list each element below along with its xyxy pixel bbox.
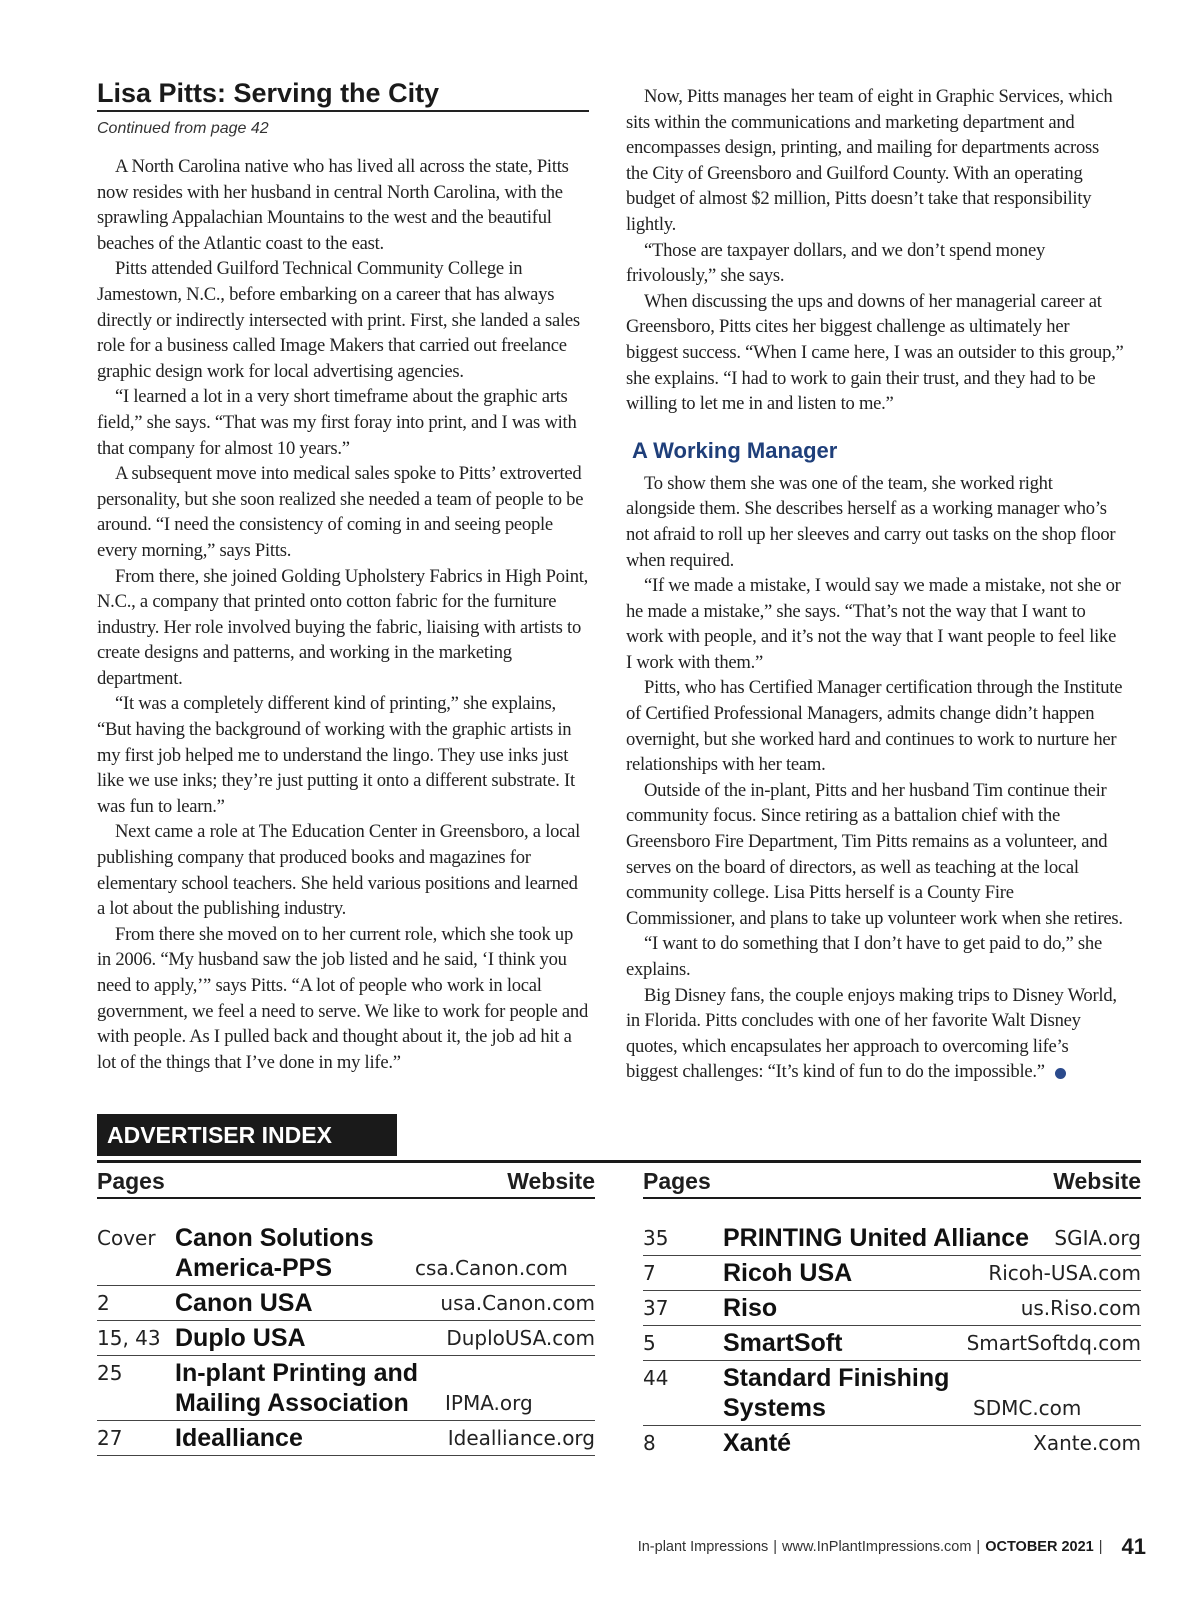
page-ref: 27 bbox=[97, 1426, 123, 1450]
closing-paragraph-text: Big Disney fans, the couple enjoys making trips to Disney World, in Florida. Pitts concludes with one of her favorite Walt Disney quotes, which encapsulates her approach to overcoming life’s biggest challenges: “It’s kind of fun to do the impossible.” bbox=[626, 984, 1117, 1083]
paragraph: “If we made a mistake, I would say we made a mistake, not she or he made a mistake,” she says. “That’s not the way that I want to work with people, and it’s not the way that I want people to feel like I work with them.” bbox=[626, 575, 1121, 673]
table-header bbox=[97, 1163, 595, 1199]
table-row bbox=[97, 1286, 595, 1321]
separator: | bbox=[1098, 1539, 1103, 1555]
table-row bbox=[643, 1426, 1141, 1460]
paragraph: From there, she joined Golding Upholstery Fabrics in High Point, N.C., a company that printed onto cotton fabric for the furniture industry. Her role involved buying the fabric, liaising with artists to create designs and patterns, and working in the marketing department. bbox=[97, 565, 589, 689]
page-ref: Cover bbox=[97, 1226, 156, 1250]
advertiser-website[interactable]: IPMA.org bbox=[445, 1391, 533, 1415]
page-ref: 8 bbox=[643, 1431, 656, 1455]
page-ref: 37 bbox=[643, 1296, 669, 1320]
advertiser-name: Idealliance bbox=[175, 1424, 303, 1452]
table-header bbox=[643, 1163, 1141, 1199]
page-ref: 44 bbox=[643, 1366, 669, 1390]
pages-header: Pages bbox=[643, 1168, 711, 1194]
advertiser-table-left bbox=[97, 1163, 595, 1456]
separator: | bbox=[976, 1539, 981, 1555]
paragraph: “I want to do something that I don’t have to get paid to do,” she explains. bbox=[626, 933, 1102, 980]
paragraph: A North Carolina native who has lived all across the state, Pitts now resides with her husband in central North Carolina, with the sprawling Appalachian Mountains to the west and the beautiful beaches of the Atlantic coast to the east. bbox=[97, 156, 569, 254]
issue-date: OCTOBER 2021 bbox=[985, 1539, 1094, 1555]
left-body bbox=[97, 154, 589, 1075]
table-row bbox=[643, 1326, 1141, 1361]
website-header: Website bbox=[1053, 1168, 1141, 1194]
separator: | bbox=[773, 1539, 778, 1555]
advertiser-name: Ricoh USA bbox=[723, 1259, 853, 1287]
table-row bbox=[643, 1256, 1141, 1291]
paragraph: “Those are taxpayer dollars, and we don’t spend money frivolously,” she says. bbox=[626, 239, 1046, 287]
page-ref: 35 bbox=[643, 1226, 669, 1250]
table-row bbox=[643, 1221, 1141, 1256]
advertiser-name: Xanté bbox=[723, 1429, 792, 1457]
table-row bbox=[643, 1291, 1141, 1326]
paragraph: Pitts attended Guilford Technical Community College in Jamestown, N.C., before embarking on a career that has always directly or indirectly intersected with print. First, she landed a sales role for a business called Image Makers that carried out freelance graphic design work for local advertising agencies. bbox=[97, 258, 580, 382]
table-row bbox=[97, 1221, 595, 1286]
paragraph: “It was a completely different kind of printing,” she explains, “But having the background of working with the graphic artists in my first job helped me to understand the lingo. They use inks just like we use inks; they’re just putting it onto a different substrate. It was fun to learn.” bbox=[97, 693, 575, 817]
article-title: Lisa Pitts: Serving the City bbox=[97, 78, 589, 112]
publication-url[interactable]: www.InPlantImpressions.com bbox=[782, 1539, 972, 1555]
publication-name: In-plant Impressions bbox=[637, 1539, 769, 1555]
end-mark-icon bbox=[1055, 1068, 1066, 1079]
advertiser-name: SmartSoft bbox=[723, 1329, 843, 1357]
advertiser-name: Duplo USA bbox=[175, 1324, 306, 1352]
section-subhead: A Working Manager bbox=[632, 437, 838, 463]
article-left-column bbox=[97, 78, 589, 1075]
advertiser-name: PRINTING United Alliance bbox=[723, 1224, 1030, 1252]
advertiser-website[interactable]: Ricoh-USA.com bbox=[988, 1261, 1141, 1285]
advertiser-website[interactable]: Idealliance.org bbox=[447, 1426, 595, 1450]
paragraph: When discussing the ups and downs of her managerial career at Greensboro, Pitts cites her biggest challenge as ultimately her biggest success. “When I came here, I was an outsider to this group,” she explains. “I had to work to gain their trust, and they had to be willing to let me in and listen to me.” bbox=[626, 290, 1124, 415]
continued-note: Continued from page 42 bbox=[97, 120, 269, 137]
advertiser-name: Canon Solutions America-PPS bbox=[175, 1224, 374, 1282]
advertiser-website[interactable]: us.Riso.com bbox=[1020, 1296, 1141, 1320]
advertiser-name: Standard Finishing Systems bbox=[723, 1364, 950, 1422]
paragraph: Outside of the in-plant, Pitts and her husband Tim continue their community focus. Since retiring as a battalion chief with the Greensboro Fire Department, Tim Pitts remains as a volunteer, and serves on the board of directors, as well as teaching at the local community college. Lisa Pitts herself is a County Fire Commissioner, and plans to take up volunteer work when she retires. bbox=[626, 779, 1123, 929]
paragraph: Next came a role at The Education Center in Greensboro, a local publishing company that produced books and magazines for elementary school teachers. She held various positions and learned a lot about the publishing industry. bbox=[97, 821, 581, 920]
paragraph: A subsequent move into medical sales spoke to Pitts’ extroverted personality, but she soon realized she needed a team of people to be around. “I need the consistency of coming in and seeing people every morning,” says Pitts. bbox=[97, 463, 584, 561]
advertiser-website[interactable]: SGIA.org bbox=[1054, 1226, 1141, 1250]
paragraph: “I learned a lot in a very short timeframe about the graphic arts field,” she says. “That was my first foray into print, and I was with that company for almost 10 years.” bbox=[97, 386, 577, 459]
right-body bbox=[626, 84, 1124, 417]
page-ref: 2 bbox=[97, 1291, 110, 1315]
advertiser-website[interactable]: DuploUSA.com bbox=[446, 1326, 595, 1350]
article-right-column bbox=[626, 78, 1124, 1085]
advertiser-website[interactable]: SmartSoftdq.com bbox=[966, 1331, 1141, 1355]
advertiser-website[interactable]: usa.Canon.com bbox=[440, 1291, 595, 1315]
page-number: 41 bbox=[1121, 1534, 1146, 1559]
page-ref: 5 bbox=[643, 1331, 656, 1355]
advertiser-table-right bbox=[643, 1163, 1141, 1460]
paragraph: Pitts, who has Certified Manager certification through the Institute of Certified Professional Managers, admits change didn’t happen overnight, but she worked hard and continues to work to nurture her relationships with her team. bbox=[626, 677, 1123, 776]
paragraph: From there she moved on to her current role, which she took up in 2006. “My husband saw the job listed and he said, ‘I think you need to apply,’” says Pitts. “A lot of people who work in local government, we feel a need to serve. We like to work for people and with people. As I pulled back and thought about it, the job ad hit a lot of the things that I’ve done in my life.” bbox=[97, 923, 589, 1073]
table-row bbox=[97, 1356, 595, 1421]
right-body-2 bbox=[626, 471, 1124, 1085]
website-header: Website bbox=[507, 1168, 595, 1194]
page-ref: 7 bbox=[643, 1261, 656, 1285]
paragraph bbox=[626, 983, 1124, 1085]
advertiser-website[interactable]: Xante.com bbox=[1033, 1431, 1141, 1455]
pages-header: Pages bbox=[97, 1168, 165, 1194]
advertiser-website[interactable]: csa.Canon.com bbox=[415, 1256, 568, 1280]
advertiser-website[interactable]: SDMC.com bbox=[973, 1396, 1082, 1420]
advertiser-name: Riso bbox=[723, 1294, 778, 1322]
page-ref: 15, 43 bbox=[97, 1326, 161, 1350]
page-footer bbox=[626, 1534, 1146, 1560]
page-ref: 25 bbox=[97, 1361, 123, 1385]
table-row bbox=[97, 1321, 595, 1356]
advertiser-index-title: ADVERTISER INDEX bbox=[97, 1114, 397, 1156]
table-row bbox=[97, 1421, 595, 1456]
paragraph: To show them she was one of the team, she worked right alongside them. She describes herself as a working manager who’s not afraid to roll up her sleeves and carry out tasks on the shop floor when required. bbox=[626, 472, 1116, 571]
table-row bbox=[643, 1361, 1141, 1426]
paragraph: Now, Pitts manages her team of eight in Graphic Services, which sits within the communications and marketing department and encompasses design, printing, and mailing for departments across the City of Greensboro and Guilford County. With an operating budget of almost $2 million, Pitts doesn’t take that responsibility lightly. bbox=[626, 86, 1113, 235]
advertiser-name: In-plant Printing and Mailing Association bbox=[175, 1359, 419, 1417]
advertiser-name: Canon USA bbox=[175, 1289, 313, 1317]
